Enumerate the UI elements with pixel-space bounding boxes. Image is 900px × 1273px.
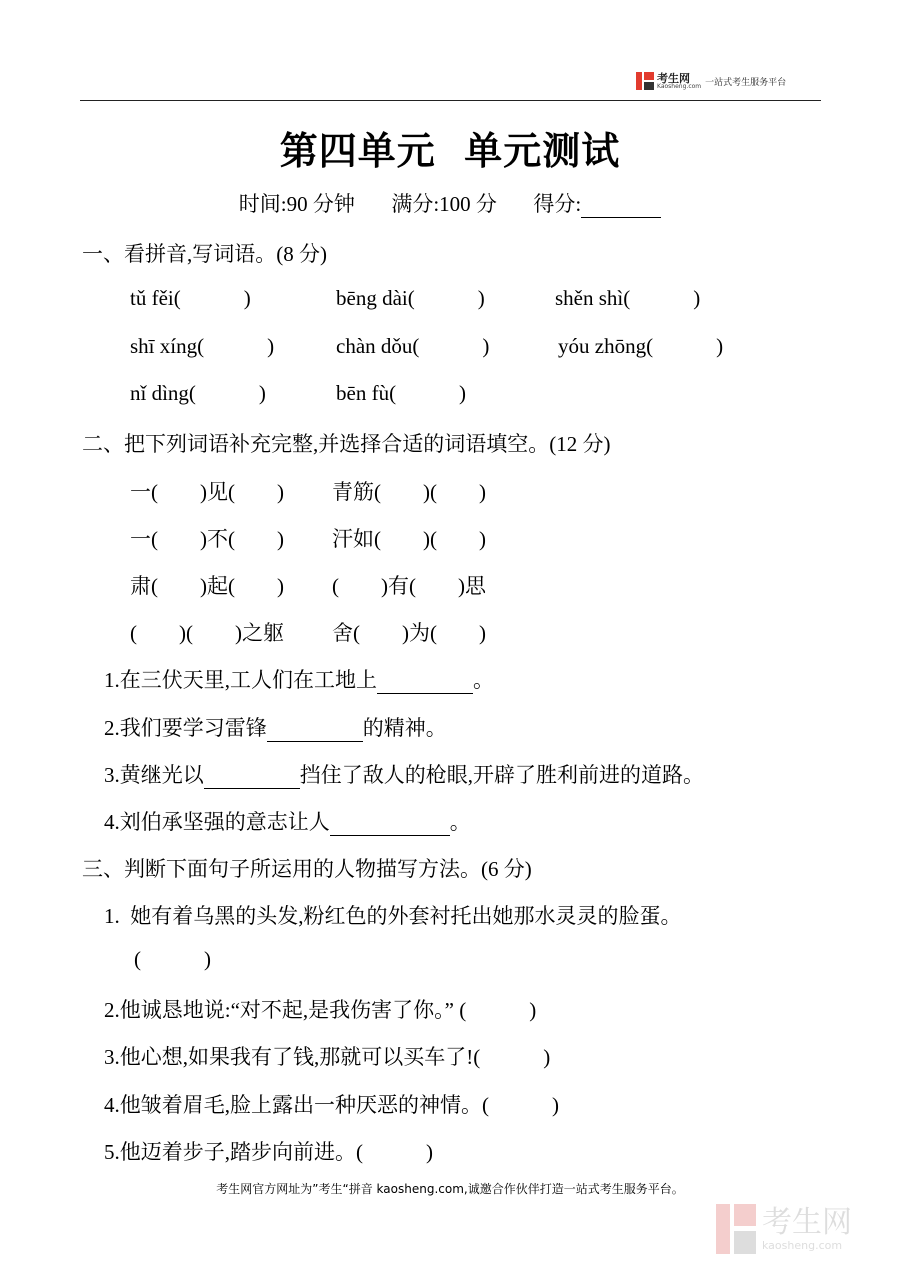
fill-sentence: 1.在三伏天里,工人们在工地上 。 (104, 668, 494, 692)
idiom-item[interactable]: ( )( )之躯 (130, 621, 284, 645)
logo-name: 考生网 (657, 71, 690, 85)
idiom-item[interactable]: 一( )见( ) (130, 480, 284, 504)
exam-score-label: 得分: (533, 192, 582, 216)
judge-item[interactable]: 5.他迈着步子,踏步向前进。( ) (104, 1140, 433, 1164)
fill-sentence: 3.黄继光以 挡住了敌人的枪眼,开辟了胜利前进的道路。 (104, 763, 704, 787)
logo-icon (636, 72, 654, 90)
fill-sentence: 4.刘伯承坚强的意志让人 。 (104, 810, 471, 834)
section1-heading: 一、看拼音,写词语。(8 分) (82, 242, 327, 266)
header-divider (80, 100, 821, 101)
score-blank[interactable] (581, 197, 661, 218)
footer-note: 考生网官方网址为”考生“拼音 kaosheng.com,诚邀合作伙伴打造一站式考生服务平台。 (216, 1182, 684, 1196)
watermark (716, 1204, 852, 1254)
judge-item: 1. 她有着乌黑的头发,粉红色的外套衬托出她那水灵灵的脸蛋。 (104, 904, 682, 928)
fill-blank[interactable] (377, 673, 473, 694)
exam-info (0, 188, 900, 218)
section3-heading: 三、判断下面句子所运用的人物描写方法。(6 分) (82, 857, 532, 881)
fill-blank[interactable] (267, 721, 363, 742)
logo-domain: Kaosheng.com (657, 82, 702, 90)
idiom-item[interactable]: 汗如( )( ) (332, 527, 486, 551)
logo-slogan: 一站式考生服务平台 (705, 77, 787, 88)
pinyin-item[interactable]: chàn dǒu( ) (336, 334, 490, 358)
pinyin-item[interactable]: yóu zhōng( ) (558, 334, 724, 358)
pinyin-item[interactable]: nǐ dìng( ) (130, 381, 266, 405)
pinyin-item[interactable]: shěn shì( ) (555, 286, 701, 310)
pinyin-item[interactable]: tǔ fěi( ) (130, 286, 251, 310)
idiom-item[interactable]: 肃( )起( ) (130, 574, 284, 598)
fill-sentence: 2.我们要学习雷锋 的精神。 (104, 716, 447, 740)
judge-item[interactable]: 3.他心想,如果我有了钱,那就可以买车了!( ) (104, 1045, 551, 1069)
page-title: 第四单元 单元测试 (279, 129, 621, 173)
judge-item[interactable]: 4.他皱着眉毛,脸上露出一种厌恶的神情。( ) (104, 1093, 559, 1117)
exam-time: 时间:90 分钟 (238, 192, 355, 216)
pinyin-item[interactable]: bēn fù( ) (336, 381, 467, 405)
watermark-name: 考生网 (762, 1204, 852, 1240)
section2-heading: 二、把下列词语补充完整,并选择合适的词语填空。(12 分) (82, 432, 611, 456)
judge-item[interactable]: 2.他诚恳地说:“对不起,是我伤害了你。” ( ) (104, 998, 537, 1022)
fill-blank[interactable] (204, 768, 300, 789)
watermark-domain: kaosheng.com (762, 1238, 843, 1252)
pinyin-item[interactable]: shī xíng( ) (130, 334, 275, 358)
judge-answer[interactable]: ( ) (134, 947, 211, 971)
idiom-item[interactable]: ( )有( )思 (332, 574, 486, 598)
brand-logo (636, 70, 786, 92)
idiom-item[interactable]: 一( )不( ) (130, 527, 284, 551)
fill-blank[interactable] (330, 815, 450, 836)
idiom-item[interactable]: 青筋( )( ) (332, 480, 486, 504)
exam-total-score: 满分:100 分 (391, 192, 497, 216)
pinyin-item[interactable]: bēng dài( ) (336, 286, 485, 310)
idiom-item[interactable]: 舍( )为( ) (332, 621, 486, 645)
watermark-logo-icon (716, 1204, 756, 1254)
